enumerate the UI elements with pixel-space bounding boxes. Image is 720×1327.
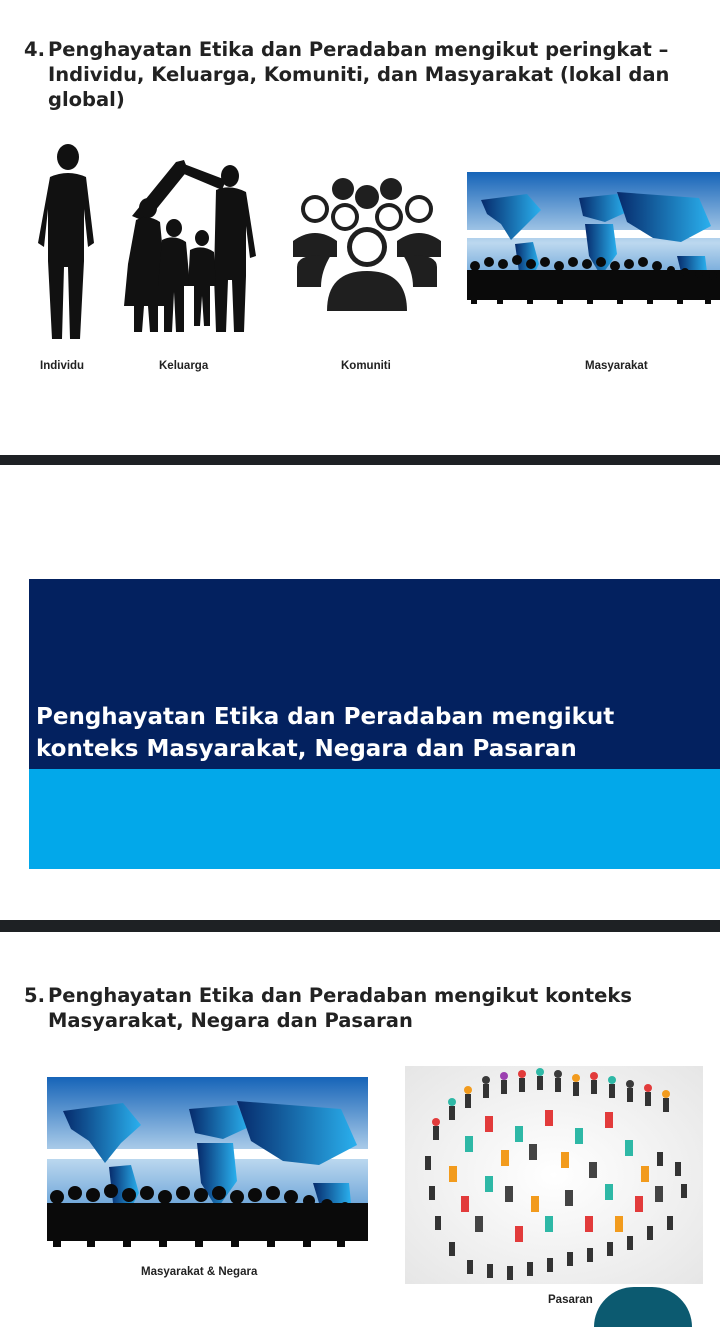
- caption-keluarga: Keluarga: [159, 360, 209, 372]
- world-map-crowd-image: [467, 172, 720, 314]
- slide-2-title-line-2: konteks Masyarakat, Negara dan Pasaran: [36, 736, 577, 762]
- slide-1-title-line-2: Individu, Keluarga, Komuniti, dan Masyarakat (lokal dan: [48, 63, 670, 86]
- society-nation-image: [47, 1077, 368, 1258]
- slide-divider-2: [0, 920, 720, 932]
- slide-1-title-line-3: global): [48, 88, 125, 111]
- family-silhouette-icon: [118, 156, 264, 338]
- individual-silhouette-icon: [30, 143, 102, 343]
- slide-3-title-line-2: Masyarakat, Negara dan Pasaran: [48, 1009, 413, 1032]
- market-crowd-image: [405, 1066, 703, 1284]
- caption-komuniti: Komuniti: [341, 360, 391, 372]
- slide-1-title-line-1: Penghayatan Etika dan Peradaban mengikut peringkat –: [48, 38, 669, 61]
- slide-divider-1: [0, 455, 720, 465]
- caption-masyarakat-negara: Masyarakat & Negara: [141, 1266, 258, 1278]
- slide-2-title: [36, 701, 716, 765]
- slide-1-number: 4.: [24, 38, 45, 61]
- title-banner-light: [29, 769, 720, 869]
- slide-2-title-line-1: Penghayatan Etika dan Peradaban mengikut: [36, 704, 615, 730]
- caption-masyarakat: Masyarakat: [585, 360, 648, 372]
- slide-3-title-line-1: Penghayatan Etika dan Peradaban mengikut konteks: [48, 984, 632, 1007]
- caption-pasaran: Pasaran: [548, 1294, 593, 1306]
- slide-3-number: 5.: [24, 984, 45, 1007]
- community-group-icon: [293, 175, 441, 311]
- slide-3-heading: [24, 983, 632, 1033]
- slide-1: [0, 0, 720, 455]
- slide-1-heading: [24, 37, 669, 112]
- caption-individu: Individu: [40, 360, 85, 372]
